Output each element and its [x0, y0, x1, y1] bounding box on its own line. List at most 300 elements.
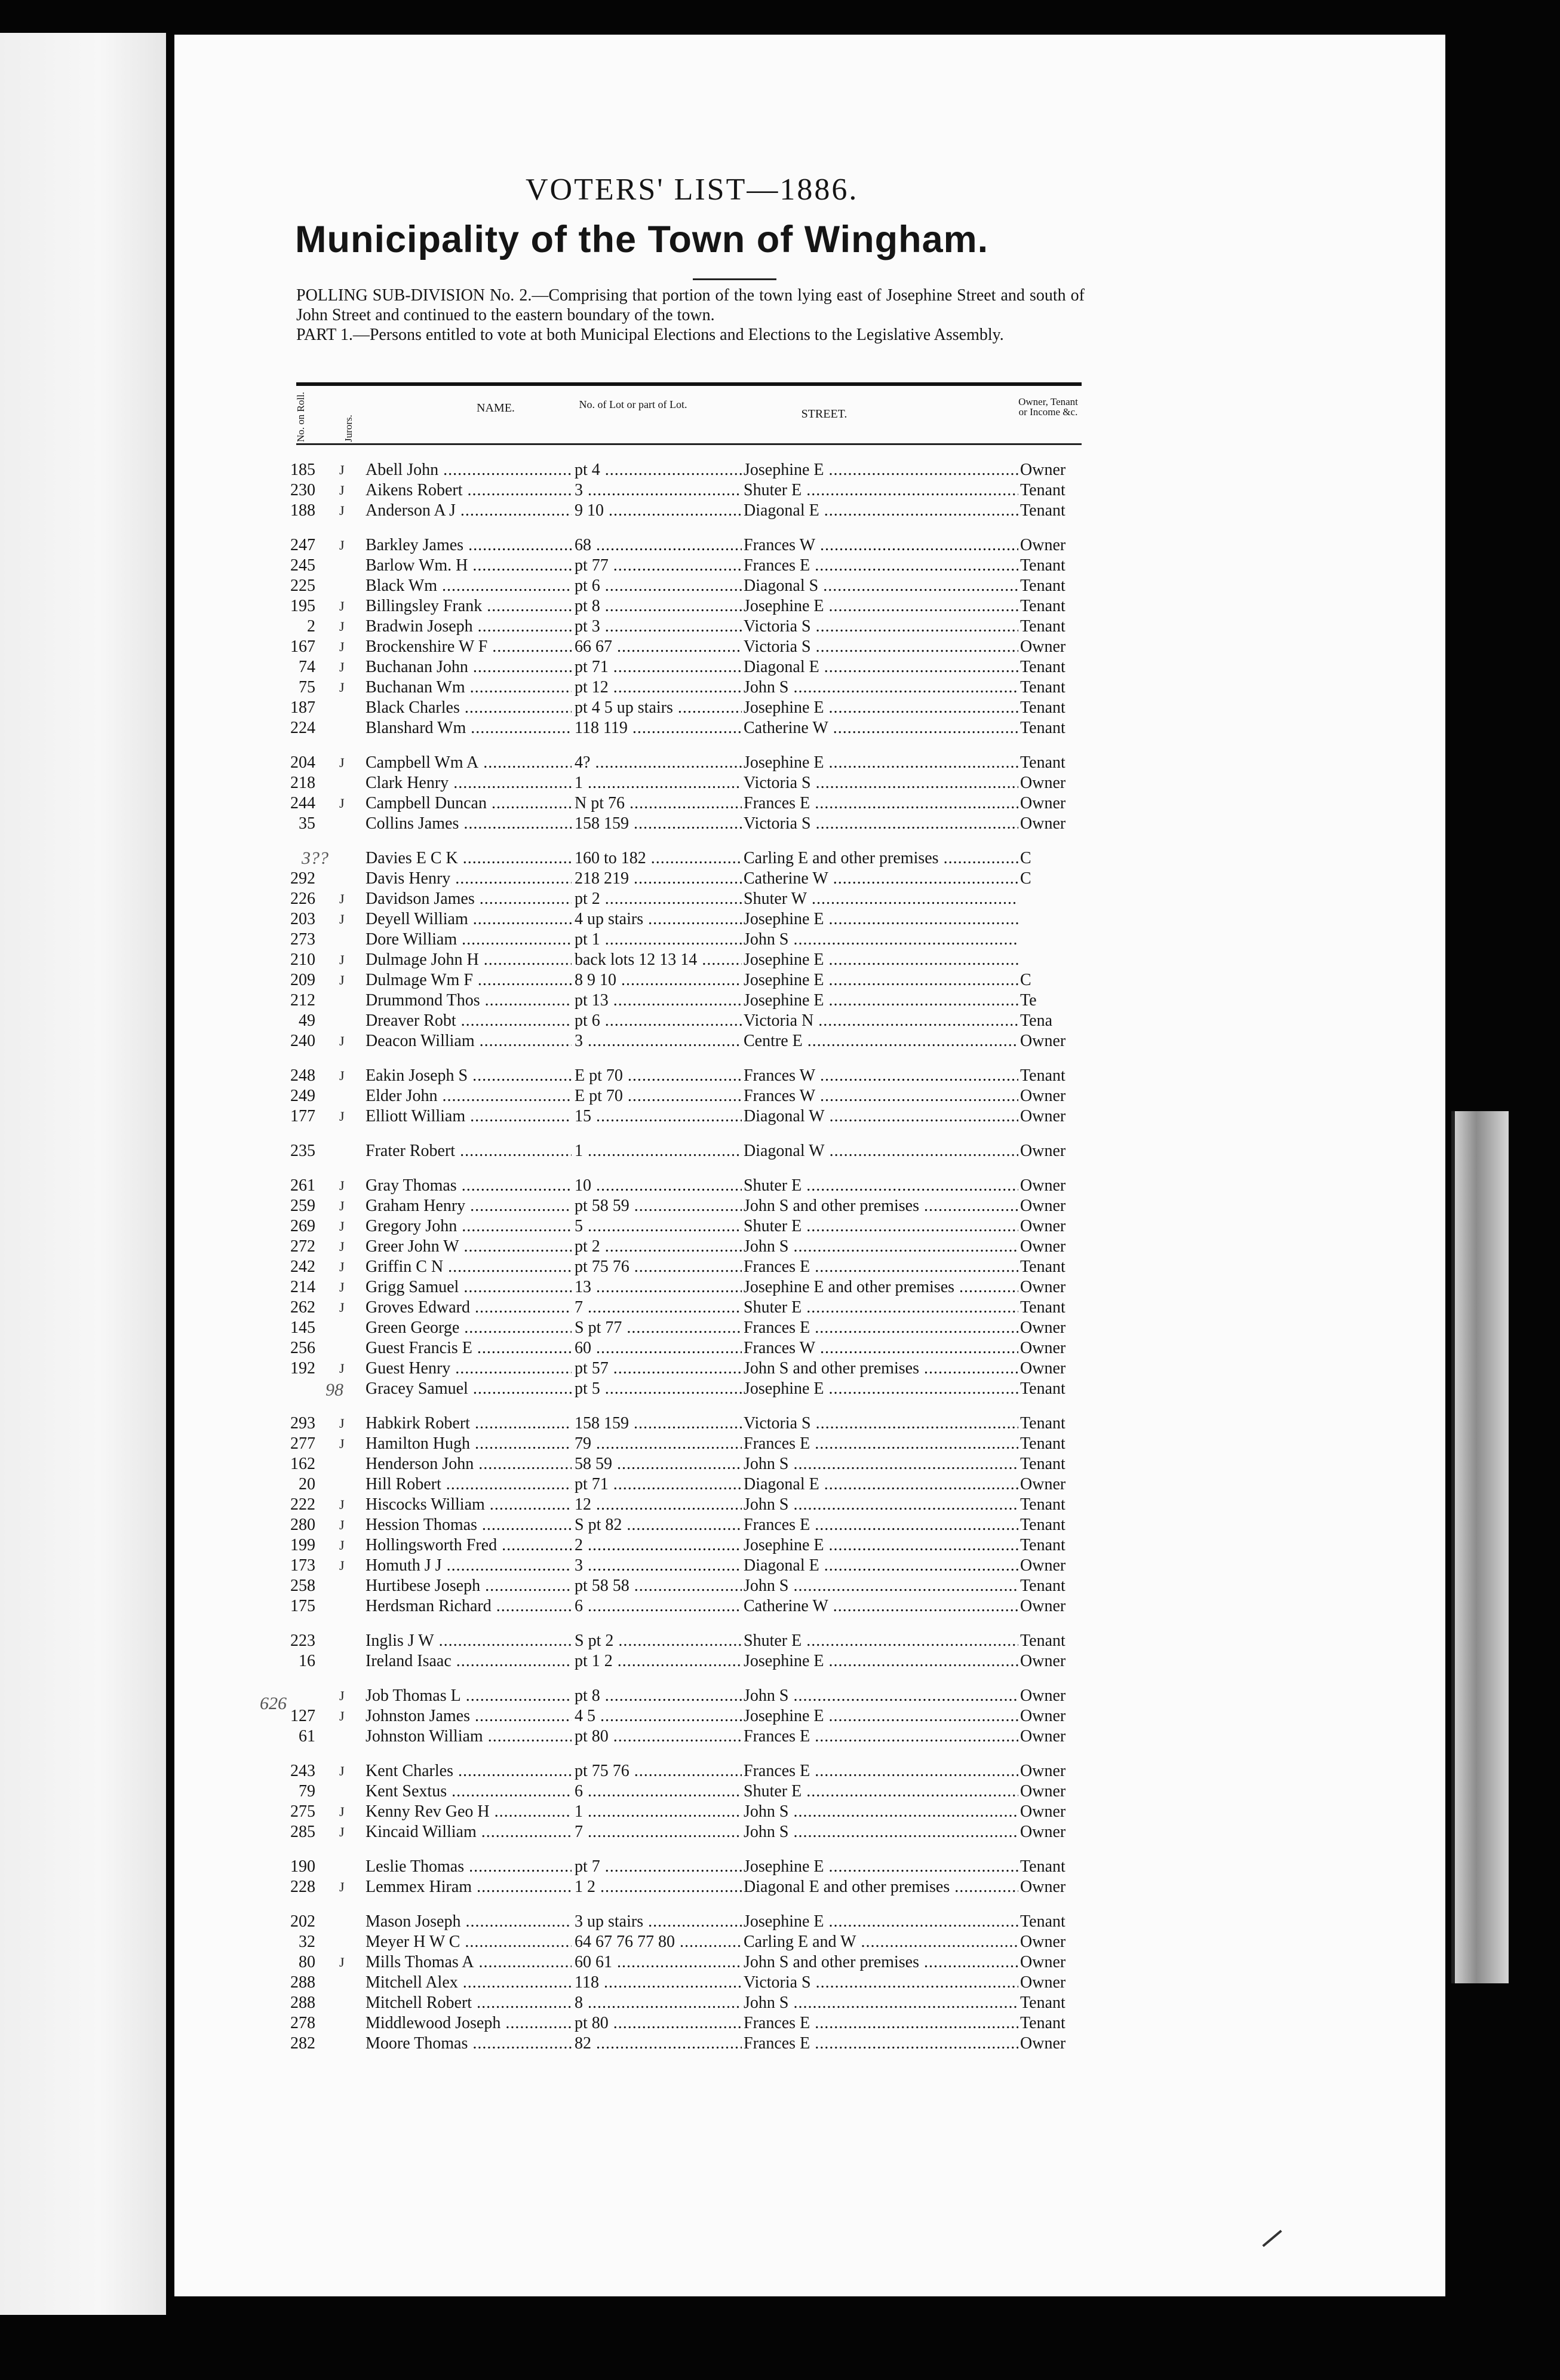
voter-name: Mitchell Robert ..... [366, 1993, 572, 2013]
roll-number: 173 [290, 1556, 315, 1575]
street-name: Catherine W ..... [744, 718, 1018, 738]
voter-row [0, 1952, 1271, 1973]
street-name: John S ..... [744, 930, 1018, 950]
voter-name: Mitchell Alex ..... [366, 1973, 572, 1993]
occupancy-status: Tenant [1020, 753, 1065, 772]
street-name: Josephine E ..... [744, 753, 1018, 773]
group-spacer [0, 834, 1271, 848]
street-name: Shuter E ..... [744, 1781, 1018, 1802]
voter-name: Inglis J W ..... [366, 1631, 572, 1651]
voter-name: Johnston William ..... [366, 1726, 572, 1747]
voter-row [0, 930, 1271, 950]
group-spacer [0, 1617, 1271, 1631]
intro-text [296, 286, 1085, 345]
roll-number: 74 [299, 658, 315, 676]
roll-number: 245 [290, 556, 315, 575]
street-name: Frances E ..... [744, 2034, 1018, 2054]
voter-row [0, 1515, 1271, 1535]
column-header-occupancy: Owner, Tenant or Income &c. [1018, 396, 1078, 418]
occupancy-status: Owner [1020, 1652, 1066, 1670]
street-name: Josephine E ..... [744, 970, 1018, 990]
voter-name: Davidson James ..... [366, 889, 572, 909]
roll-number: 222 [290, 1495, 315, 1514]
voter-row [0, 773, 1271, 793]
roll-number: 75 [299, 678, 315, 697]
voter-name: Hiscocks William ..... [366, 1495, 572, 1515]
lot-number: 158 159 ..... [575, 1413, 742, 1434]
roll-number: 225 [290, 576, 315, 595]
lot-number: pt 80 ..... [575, 1726, 742, 1747]
street-name: Carling E and W ..... [744, 1932, 1018, 1952]
voter-name: Moore Thomas ..... [366, 2034, 572, 2054]
street-name: Victoria S ..... [744, 814, 1018, 834]
voter-name: Buchanan Wm ..... [366, 677, 572, 698]
juror-mark: J [339, 1763, 345, 1778]
street-name: Diagonal E and other premises ..... [744, 1877, 1018, 1897]
juror-mark: J [339, 1033, 345, 1048]
street-name: Josephine E ..... [744, 909, 1018, 930]
roll-number: 175 [290, 1597, 315, 1615]
lot-number: pt 57 ..... [575, 1358, 742, 1379]
voter-name: Aikens Robert ..... [366, 480, 572, 501]
voter-name: Habkirk Robert ..... [366, 1413, 572, 1434]
voter-row [0, 1338, 1271, 1358]
voter-row [0, 1474, 1271, 1495]
roll-number: 259 [290, 1197, 315, 1215]
street-name: John S and other premises ..... [744, 1196, 1018, 1216]
occupancy-status: Tenant [1020, 1577, 1065, 1595]
voter-name: Kenny Rev Geo H ..... [366, 1802, 572, 1822]
pencil-annotation: 3?? [302, 848, 328, 868]
roll-number: 262 [290, 1298, 315, 1317]
lot-number: 118 119 ..... [575, 718, 742, 738]
lot-number: pt 58 58 ..... [575, 1576, 742, 1596]
juror-mark: J [339, 755, 345, 770]
street-name: John S ..... [744, 1237, 1018, 1257]
roll-number: 272 [290, 1237, 315, 1256]
occupancy-status: Owner [1020, 1197, 1066, 1215]
roll-number: 280 [290, 1516, 315, 1534]
occupancy-status: Owner [1020, 1318, 1066, 1337]
juror-mark: J [339, 680, 345, 695]
roll-number: 244 [290, 794, 315, 812]
street-name: Diagonal W ..... [744, 1106, 1018, 1127]
lot-number: pt 2 ..... [575, 889, 742, 909]
occupancy-status: Owner [1020, 1707, 1066, 1725]
voter-name: Eakin Joseph S ..... [366, 1066, 572, 1086]
lot-number: S pt 2 ..... [575, 1631, 742, 1651]
page-edge-strip [1451, 1111, 1509, 1983]
occupancy-status: Owner [1020, 637, 1066, 656]
roll-number: 209 [290, 971, 315, 989]
street-name: John S and other premises ..... [744, 1952, 1018, 1973]
lot-number: 3 up stairs ..... [575, 1912, 742, 1932]
voter-row [0, 1413, 1271, 1434]
street-name: John S ..... [744, 1576, 1018, 1596]
occupancy-status: Owner [1020, 1339, 1066, 1357]
voter-name: Black Wm ..... [366, 576, 572, 596]
voter-row [0, 909, 1271, 930]
voter-row [0, 1912, 1271, 1932]
occupancy-status: Tenant [1020, 617, 1065, 636]
juror-mark: J [339, 1688, 345, 1703]
roll-number: 243 [290, 1762, 315, 1780]
voter-name: Griffin C N ..... [366, 1257, 572, 1277]
voter-row [0, 480, 1271, 501]
voter-name: Gracey Samuel ..... [366, 1379, 572, 1399]
lot-number: 218 219 ..... [575, 869, 742, 889]
roll-number: 80 [299, 1953, 315, 1971]
street-name: Victoria S ..... [744, 1973, 1018, 1993]
juror-mark: J [339, 1109, 345, 1124]
voter-row [0, 718, 1271, 738]
street-name: Josephine E ..... [744, 1706, 1018, 1726]
street-name: Josephine E ..... [744, 990, 1018, 1011]
street-name: Diagonal W ..... [744, 1141, 1018, 1161]
street-name: Victoria S ..... [744, 773, 1018, 793]
juror-mark: J [339, 538, 345, 553]
pencil-annotation: 626 [260, 1694, 287, 1713]
roll-number: 242 [290, 1258, 315, 1276]
voter-name: Elder John ..... [366, 1086, 572, 1106]
voter-name: Clark Henry ..... [366, 773, 572, 793]
roll-number: 2 [307, 617, 315, 636]
group-spacer [0, 738, 1271, 753]
street-name: Frances E ..... [744, 1257, 1018, 1277]
lot-number: pt 5 ..... [575, 1379, 742, 1399]
voter-name: Leslie Thomas ..... [366, 1857, 572, 1877]
voter-name: Blanshard Wm ..... [366, 718, 572, 738]
voter-row [0, 1216, 1271, 1237]
street-name: Frances E ..... [744, 1515, 1018, 1535]
lot-number: 6 ..... [575, 1781, 742, 1802]
lot-number: pt 6 ..... [575, 1011, 742, 1031]
roll-number: 187 [290, 698, 315, 717]
voter-row [0, 556, 1271, 576]
lot-number: 60 ..... [575, 1338, 742, 1358]
street-name: Shuter W ..... [744, 889, 1018, 909]
voter-row [0, 1066, 1271, 1086]
roll-number: 204 [290, 753, 315, 772]
lot-number: pt 6 ..... [575, 576, 742, 596]
roll-number: 240 [290, 1032, 315, 1050]
roll-number: 228 [290, 1878, 315, 1896]
voter-name: Campbell Duncan ..... [366, 793, 572, 814]
street-name: John S and other premises ..... [744, 1358, 1018, 1379]
street-name: Josephine E ..... [744, 1912, 1018, 1932]
occupancy-status: Tenant [1020, 481, 1065, 499]
juror-mark: J [339, 1239, 345, 1254]
street-name: John S ..... [744, 677, 1018, 698]
voter-row [0, 1932, 1271, 1952]
lot-number: pt 12 ..... [575, 677, 742, 698]
lot-number: pt 71 ..... [575, 657, 742, 677]
lot-number: N pt 76 ..... [575, 793, 742, 814]
group-spacer [0, 521, 1271, 535]
juror-mark: J [339, 1259, 345, 1274]
occupancy-status: Tenant [1020, 1258, 1065, 1276]
occupancy-status: Tenant [1020, 719, 1065, 737]
occupancy-status: Tenant [1020, 1379, 1065, 1398]
lot-number: 3 ..... [575, 480, 742, 501]
occupancy-status: Owner [1020, 1727, 1066, 1746]
lot-number: 9 10 ..... [575, 501, 742, 521]
street-name: Carling E and other premises ..... [744, 848, 1018, 869]
street-name: Frances W ..... [744, 535, 1018, 556]
voter-name: Kent Charles ..... [366, 1761, 572, 1781]
roll-number: 32 [299, 1933, 315, 1951]
lot-number: pt 80 ..... [575, 2013, 742, 2034]
street-name: Josephine E ..... [744, 460, 1018, 480]
juror-mark: J [339, 1879, 345, 1894]
occupancy-status: Tenant [1020, 597, 1065, 615]
voters-table [0, 460, 1271, 2054]
occupancy-status: Tenant [1020, 1536, 1065, 1554]
voter-row [0, 576, 1271, 596]
street-name: Josephine E ..... [744, 1379, 1018, 1399]
voter-row [0, 657, 1271, 677]
roll-number: 247 [290, 536, 315, 554]
voter-name: Davies E C K ..... [366, 848, 572, 869]
juror-mark: J [339, 619, 345, 634]
roll-number: 288 [290, 1973, 315, 1992]
voter-row [0, 1631, 1271, 1651]
voter-name: Homuth J J ..... [366, 1556, 572, 1576]
voter-name: Buchanan John ..... [366, 657, 572, 677]
lot-number: pt 4 5 up stairs ..... [575, 698, 742, 718]
roll-number: 188 [290, 501, 315, 520]
voter-row [0, 1358, 1271, 1379]
street-name: Diagonal E ..... [744, 501, 1018, 521]
voter-row [0, 1781, 1271, 1802]
roll-number: 210 [290, 950, 315, 969]
voter-row [0, 1495, 1271, 1515]
lot-number: 3 ..... [575, 1556, 742, 1576]
pencil-annotation: 98 [325, 1380, 343, 1400]
roll-number: 190 [290, 1857, 315, 1876]
occupancy-status: Owner [1020, 2034, 1066, 2053]
voter-name: Graham Henry ..... [366, 1196, 572, 1216]
roll-number: 285 [290, 1823, 315, 1841]
roll-number: 16 [299, 1652, 315, 1670]
voter-name: Deacon William ..... [366, 1031, 572, 1051]
lot-number: 8 9 10 ..... [575, 970, 742, 990]
voter-row [0, 814, 1271, 834]
street-name: Shuter E ..... [744, 480, 1018, 501]
roll-number: 177 [290, 1107, 315, 1125]
juror-mark: J [339, 1068, 345, 1083]
lot-number: pt 75 76 ..... [575, 1761, 742, 1781]
occupancy-status: Tena [1020, 1011, 1053, 1030]
roll-number: 261 [290, 1176, 315, 1195]
lot-number: 60 61 ..... [575, 1952, 742, 1973]
occupancy-status: Tenant [1020, 501, 1065, 520]
voter-row [0, 1277, 1271, 1298]
voter-row [0, 1454, 1271, 1474]
voter-name: Elliott William ..... [366, 1106, 572, 1127]
voter-row [0, 1822, 1271, 1842]
voter-row [0, 535, 1271, 556]
roll-number: 185 [290, 461, 315, 479]
juror-mark: J [339, 1804, 345, 1819]
voter-row [0, 1596, 1271, 1617]
occupancy-status: Owner [1020, 1556, 1066, 1575]
occupancy-status: Tenant [1020, 2014, 1065, 2032]
voter-row [0, 1576, 1271, 1596]
street-name: Victoria N ..... [744, 1011, 1018, 1031]
voter-row [0, 1298, 1271, 1318]
voter-row [0, 1556, 1271, 1576]
voter-row [0, 889, 1271, 909]
voter-name: Davis Henry ..... [366, 869, 572, 889]
street-name: Josephine E ..... [744, 596, 1018, 617]
column-header-lot: No. of Lot or part of Lot. [579, 398, 687, 410]
roll-number: 212 [290, 991, 315, 1010]
juror-mark: J [339, 1955, 345, 1970]
voter-name: Groves Edward ..... [366, 1298, 572, 1318]
occupancy-status: Owner [1020, 1142, 1066, 1160]
occupancy-status: Owner [1020, 1953, 1066, 1971]
voter-row [0, 990, 1271, 1011]
occupancy-status: Tenant [1020, 576, 1065, 595]
occupancy-status: Tenant [1020, 1298, 1065, 1317]
street-name: Shuter E ..... [744, 1298, 1018, 1318]
voter-name: Middlewood Joseph ..... [366, 2013, 572, 2034]
roll-number: 145 [290, 1318, 315, 1337]
lot-number: 118 ..... [575, 1973, 742, 1993]
voter-row [0, 1434, 1271, 1454]
voter-row [0, 753, 1271, 773]
voter-row [0, 793, 1271, 814]
occupancy-status: Owner [1020, 1933, 1066, 1951]
part-description-text: PART 1.—Persons entitled to vote at both Municipal Elections and Elections to the Legislative Assembly. [296, 326, 1004, 344]
voter-name: Greer John W ..... [366, 1237, 572, 1257]
voter-row [0, 1686, 1271, 1706]
occupancy-status: Owner [1020, 1802, 1066, 1821]
list-title: VOTERS' LIST—1886. [526, 173, 859, 207]
occupancy-status: Tenant [1020, 1631, 1065, 1650]
occupancy-status: Owner [1020, 794, 1066, 812]
occupancy-status: Owner [1020, 536, 1066, 554]
roll-number: 288 [290, 1993, 315, 2012]
occupancy-status: Owner [1020, 1878, 1066, 1896]
roll-number: 249 [290, 1087, 315, 1105]
juror-mark: J [339, 1709, 345, 1723]
lot-number: pt 1 2 ..... [575, 1651, 742, 1671]
street-name: Frances E ..... [744, 1434, 1018, 1454]
column-header-street: STREET. [801, 407, 847, 421]
voter-name: Barkley James ..... [366, 535, 572, 556]
occupancy-status: Tenant [1020, 678, 1065, 697]
voter-row [0, 869, 1271, 889]
occupancy-status: Tenant [1020, 1495, 1065, 1514]
lot-number: pt 58 59 ..... [575, 1196, 742, 1216]
lot-number: pt 75 76 ..... [575, 1257, 742, 1277]
column-header-roll: No. on Roll. [295, 391, 306, 442]
lot-number: 4 5 ..... [575, 1706, 742, 1726]
occupancy-status: Owner [1020, 1237, 1066, 1256]
street-name: Frances E ..... [744, 1761, 1018, 1781]
occupancy-status: Tenant [1020, 1066, 1065, 1085]
voter-name: Mills Thomas A ..... [366, 1952, 572, 1973]
street-name: Diagonal S ..... [744, 576, 1018, 596]
lot-number: E pt 70 ..... [575, 1086, 742, 1106]
group-spacer [0, 1051, 1271, 1066]
voter-name: Kent Sextus ..... [366, 1781, 572, 1802]
roll-number: 224 [290, 719, 315, 737]
table-top-rule [296, 382, 1082, 386]
voter-name: Drummond Thos ..... [366, 990, 572, 1011]
group-spacer [0, 1842, 1271, 1857]
juror-mark: J [339, 1517, 345, 1532]
roll-number: 258 [290, 1577, 315, 1595]
street-name: Frances E ..... [744, 2013, 1018, 2034]
voter-row [0, 1031, 1271, 1051]
street-name: Catherine W ..... [744, 869, 1018, 889]
roll-number: 61 [299, 1727, 315, 1746]
street-name: Victoria S ..... [744, 1413, 1018, 1434]
lot-number: 12 ..... [575, 1495, 742, 1515]
roll-number: 223 [290, 1631, 315, 1650]
juror-mark: J [339, 639, 345, 654]
lot-number: pt 4 ..... [575, 460, 742, 480]
juror-mark: J [339, 912, 345, 927]
voter-name: Abell John ..... [366, 460, 572, 480]
roll-number: 167 [290, 637, 315, 656]
street-name: Frances E ..... [744, 1318, 1018, 1338]
roll-number: 293 [290, 1414, 315, 1433]
street-name: Frances W ..... [744, 1338, 1018, 1358]
roll-number: 35 [299, 814, 315, 833]
voter-name: Job Thomas L ..... [366, 1686, 572, 1706]
lot-number: 6 ..... [575, 1596, 742, 1617]
roll-number: 162 [290, 1455, 315, 1473]
roll-number: 278 [290, 2014, 315, 2032]
lot-number: 10 ..... [575, 1176, 742, 1196]
voter-row [0, 1726, 1271, 1747]
juror-mark: J [339, 1198, 345, 1213]
lot-number: pt 1 ..... [575, 930, 742, 950]
voter-name: Hession Thomas ..... [366, 1515, 572, 1535]
lot-number: pt 8 ..... [575, 1686, 742, 1706]
voter-row [0, 1877, 1271, 1897]
juror-mark: J [339, 1280, 345, 1295]
voter-row [0, 617, 1271, 637]
occupancy-status: Tenant [1020, 698, 1065, 717]
occupancy-status: Owner [1020, 1762, 1066, 1780]
street-name: Frances E ..... [744, 793, 1018, 814]
group-spacer [0, 1897, 1271, 1912]
lot-number: 82 ..... [575, 2034, 742, 2054]
street-name: Josephine E ..... [744, 950, 1018, 970]
voter-name: Lemmex Hiram ..... [366, 1877, 572, 1897]
voter-row [0, 950, 1271, 970]
column-header-name: NAME. [477, 401, 515, 415]
voter-row [0, 970, 1271, 990]
group-spacer [0, 1747, 1271, 1761]
street-name: John S ..... [744, 1686, 1018, 1706]
voter-row [0, 637, 1271, 657]
voter-name: Campbell Wm A ..... [366, 753, 572, 773]
street-name: Josephine E ..... [744, 698, 1018, 718]
occupancy-status: Tenant [1020, 1414, 1065, 1433]
street-name: Victoria S ..... [744, 617, 1018, 637]
voter-row [0, 1993, 1271, 2013]
roll-number: 277 [290, 1434, 315, 1453]
roll-number: 20 [299, 1475, 315, 1493]
street-name: Frances W ..... [744, 1086, 1018, 1106]
voter-row [0, 2034, 1271, 2054]
